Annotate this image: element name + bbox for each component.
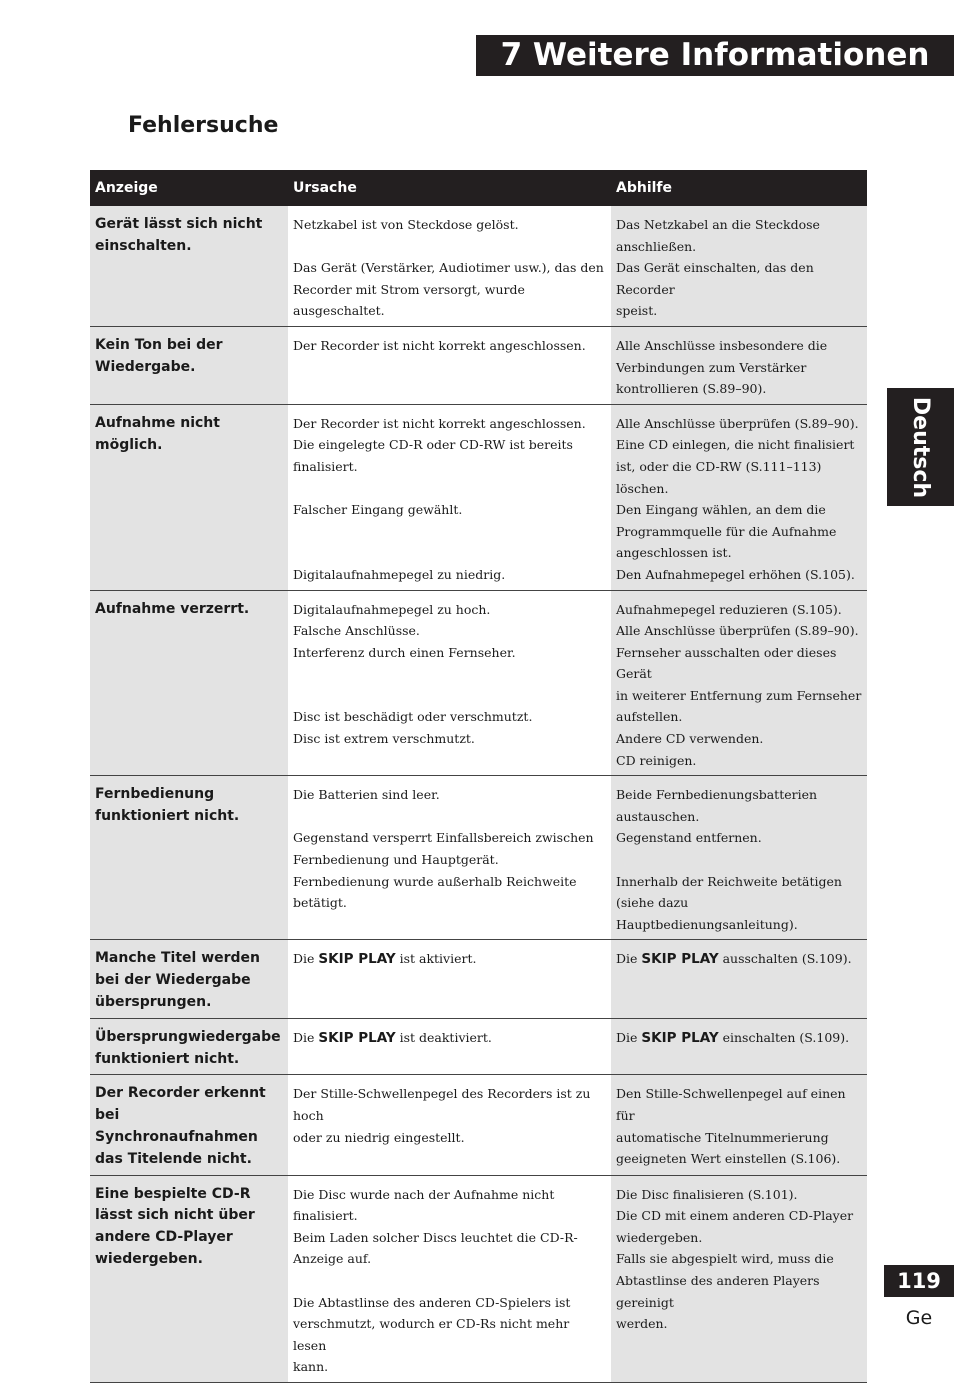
cell-ursache [288,1075,611,1175]
cell-line: Gegenstand entfernen. [616,830,762,846]
cell-anzeige [90,404,288,590]
cell-ursache [288,776,611,940]
cell-line: Disc ist beschädigt oder verschmutzt. [293,709,533,725]
cell-line [616,948,862,971]
cell-abhilfe [611,404,867,590]
cell-line: Falsche Anschlüsse. [293,623,420,639]
cell-line: Aufnahmepegel reduzieren (S.105). [616,601,842,617]
table-row [90,1018,867,1075]
skip-play-keyword: SKIP PLAY [318,951,396,968]
cell-line: Innerhalb der Reichweite betätigen [616,873,842,889]
cell-line: Disc ist extrem verschmutzt. [293,731,475,747]
cell-line: Die Disc wurde nach der Aufnahme nicht finalisiert. [293,1186,555,1224]
cell-line: Der Recorder erkennt [95,1085,266,1102]
cell-anzeige [90,206,288,326]
cell-abhilfe [611,940,867,1018]
cell-line: Den Aufnahmepegel erhöhen (S.105). [616,566,855,582]
cell-abhilfe [611,206,867,326]
cell-line [293,478,606,500]
cell-line: Der Recorder ist nicht korrekt angeschlossen. [293,337,586,353]
cell-line: Die Disc finalisieren (S.101). [616,1186,798,1202]
cell-line: austauschen. [616,808,700,824]
header-ursache: Ursache [288,170,611,206]
cell-line [293,542,606,564]
cell-line: bei der Wiedergabe [95,972,251,989]
cell-line: das Titelende nicht. [95,1150,252,1167]
cell-line: automatische Titelnummerierung [616,1129,829,1145]
cell-line: Falls sie abgespielt wird, muss die [616,1251,834,1267]
cell-line: Das Gerät (Verstärker, Audiotimer usw.), das den [293,260,604,276]
cell-line: Den Eingang wählen, an dem die [616,502,826,518]
cell-abhilfe [611,776,867,940]
cell-line: wiedergeben. [95,1250,203,1267]
cell-line: ist, oder die CD-RW (S.111–113) [616,458,822,474]
cell-line: kontrollieren (S.89–90). [616,381,767,397]
cell-line: angeschlossen ist. [616,545,732,561]
cell-anzeige [90,1075,288,1175]
cell-line: Der Stille-Schwellenpegel des Recorders ist zu hoch [293,1086,591,1123]
cell-line: anschließen. [616,238,697,254]
cell-line: möglich. [95,436,163,453]
cell-line: Digitalaufnahmepegel zu niedrig. [293,566,506,582]
cell-abhilfe [611,1018,867,1075]
cell-line: Die CD mit einem anderen CD-Player [616,1208,854,1224]
cell-line: verschmutzt, wodurch er CD-Rs nicht mehr lesen [293,1316,570,1353]
cell-text: Die [616,1029,642,1045]
cell-line [293,685,606,707]
language-code: Ge [905,1307,933,1329]
header-abhilfe: Abhilfe [611,170,867,206]
cell-line: Fernbedienung wurde außerhalb Reichweite [293,873,577,889]
cell-line [616,1027,862,1050]
cell-abhilfe [611,590,867,776]
cell-line: Programmquelle für die Aufnahme [616,523,837,539]
cell-line: Alle Anschlüsse überprüfen (S.89–90). [616,415,859,431]
table-row [90,326,867,404]
cell-abhilfe [611,1075,867,1175]
page-number: 119 [884,1265,954,1297]
cell-line: Abtastlinse des anderen Players gereinigt [616,1272,820,1310]
cell-text: Die [293,951,319,967]
table-row [90,940,867,1018]
cell-line [293,236,606,258]
cell-line [293,806,606,828]
table-row [90,776,867,940]
cell-line: Alle Anschlüsse insbesondere die [616,337,828,353]
cell-line: funktioniert nicht. [95,808,240,825]
cell-line: in weiterer Entfernung zum Fernseher [616,687,862,703]
cell-line [616,849,862,871]
cell-line: Eine bespielte CD-R [95,1185,251,1202]
cell-line: funktioniert nicht. [95,1050,240,1067]
cell-line: CD reinigen. [616,752,697,768]
cell-anzeige [90,1175,288,1382]
cell-line: löschen. [616,480,669,496]
skip-play-keyword: SKIP PLAY [641,1029,719,1046]
cell-line: Fernseher ausschalten oder dieses Gerät [616,644,837,682]
cell-line: einschalten. [95,237,192,254]
cell-ursache [288,1018,611,1075]
cell-line: Beim Laden solcher Discs leuchtet die CD-R-Anzeige auf. [293,1229,578,1267]
table-row [90,1075,867,1175]
cell-text: ausschalten (S.109). [718,951,852,967]
cell-line: Gegenstand versperrt Einfallsbereich zwischen [293,830,594,846]
cell-line: Netzkabel ist von Steckdose gelöst. [293,217,519,232]
cell-line: Kein Ton bei der [95,336,223,353]
cell-line: Aufnahme verzerrt. [95,600,250,617]
skip-play-keyword: SKIP PLAY [318,1029,396,1046]
cell-line: bei Synchronaufnahmen [95,1107,258,1145]
cell-ursache [288,940,611,1018]
cell-line: Verbindungen zum Verstärker [616,359,807,375]
cell-line [293,521,606,543]
cell-line: Recorder mit Strom versorgt, wurde ausgeschaltet. [293,281,525,319]
cell-line: Gerät lässt sich nicht [95,216,263,232]
cell-anzeige [90,940,288,1018]
cell-line: oder zu niedrig eingestellt. [293,1129,465,1145]
cell-line: Beide Fernbedienungsbatterien [616,787,818,803]
cell-line: Die eingelegte CD-R oder CD-RW ist bereits [293,437,573,453]
table-row [90,590,867,776]
cell-line [293,1270,606,1292]
cell-line: Alle Anschlüsse überprüfen (S.89–90). [616,623,859,639]
cell-line: andere CD-Player [95,1229,233,1246]
troubleshooting-table [90,170,867,1383]
cell-line: geeigneten Wert einstellen (S.106). [616,1151,841,1167]
cell-line: Die Batterien sind leer. [293,787,440,803]
side-tab-label: Deutsch [908,396,934,498]
cell-text: ist aktiviert. [395,951,477,967]
cell-line: übersprungen. [95,994,212,1010]
table-row [90,206,867,326]
cell-line [293,1027,606,1050]
cell-line: Das Netzkabel an die Steckdose [616,217,820,232]
cell-line: werden. [616,1316,668,1332]
cell-line [293,663,606,685]
cell-line: Wiedergabe. [95,358,196,375]
cell-ursache [288,206,611,326]
cell-line: Eine CD einlegen, die nicht finalisiert [616,437,855,453]
cell-line: Der Recorder ist nicht korrekt angeschlossen. [293,415,586,431]
cell-ursache [288,404,611,590]
chapter-title: 7 Weitere Informationen [476,35,954,76]
cell-line: betätigt. [293,895,347,911]
cell-line: lässt sich nicht über [95,1207,255,1224]
cell-line: wiedergeben. [616,1229,703,1245]
cell-line: Andere CD verwenden. [616,731,764,747]
cell-text: ist deaktiviert. [395,1029,492,1045]
header-anzeige: Anzeige [90,170,288,206]
cell-line: Interferenz durch einen Fernseher. [293,644,516,660]
cell-line: aufstellen. [616,709,683,725]
cell-anzeige [90,776,288,940]
cell-line: Den Stille-Schwellenpegel auf einen für [616,1086,846,1123]
cell-text: Die [293,1029,319,1045]
table-header-row [90,170,867,206]
cell-abhilfe [611,1175,867,1382]
cell-line [293,948,606,971]
section-title: Fehlersuche [128,113,279,138]
cell-anzeige [90,1018,288,1075]
cell-line: Fernbedienung und Hauptgerät. [293,852,499,868]
cell-line: kann. [293,1359,329,1375]
cell-ursache [288,326,611,404]
table-row [90,1175,867,1382]
table-row [90,404,867,590]
cell-line: Übersprungwiedergabe [95,1028,281,1045]
cell-line: finalisiert. [293,458,358,474]
cell-text: Die [616,951,642,967]
cell-line: Fernbedienung [95,786,215,803]
cell-line: Falscher Eingang gewählt. [293,502,463,518]
cell-line: speist. [616,303,658,319]
cell-line: Aufnahme nicht [95,414,220,431]
cell-ursache [288,1175,611,1382]
skip-play-keyword: SKIP PLAY [641,951,719,968]
cell-anzeige [90,590,288,776]
cell-line: Das Gerät einschalten, das den Recorder [616,260,814,297]
cell-line: Die Abtastlinse des anderen CD-Spielers ist [293,1294,571,1310]
language-side-tab [887,388,954,506]
cell-line: Manche Titel werden [95,950,261,967]
cell-abhilfe [611,326,867,404]
cell-line: (siehe dazu Hauptbedienungsanleitung). [616,895,798,932]
cell-anzeige [90,326,288,404]
cell-ursache [288,590,611,776]
cell-line: Digitalaufnahmepegel zu hoch. [293,601,491,617]
cell-text: einschalten (S.109). [718,1029,850,1045]
